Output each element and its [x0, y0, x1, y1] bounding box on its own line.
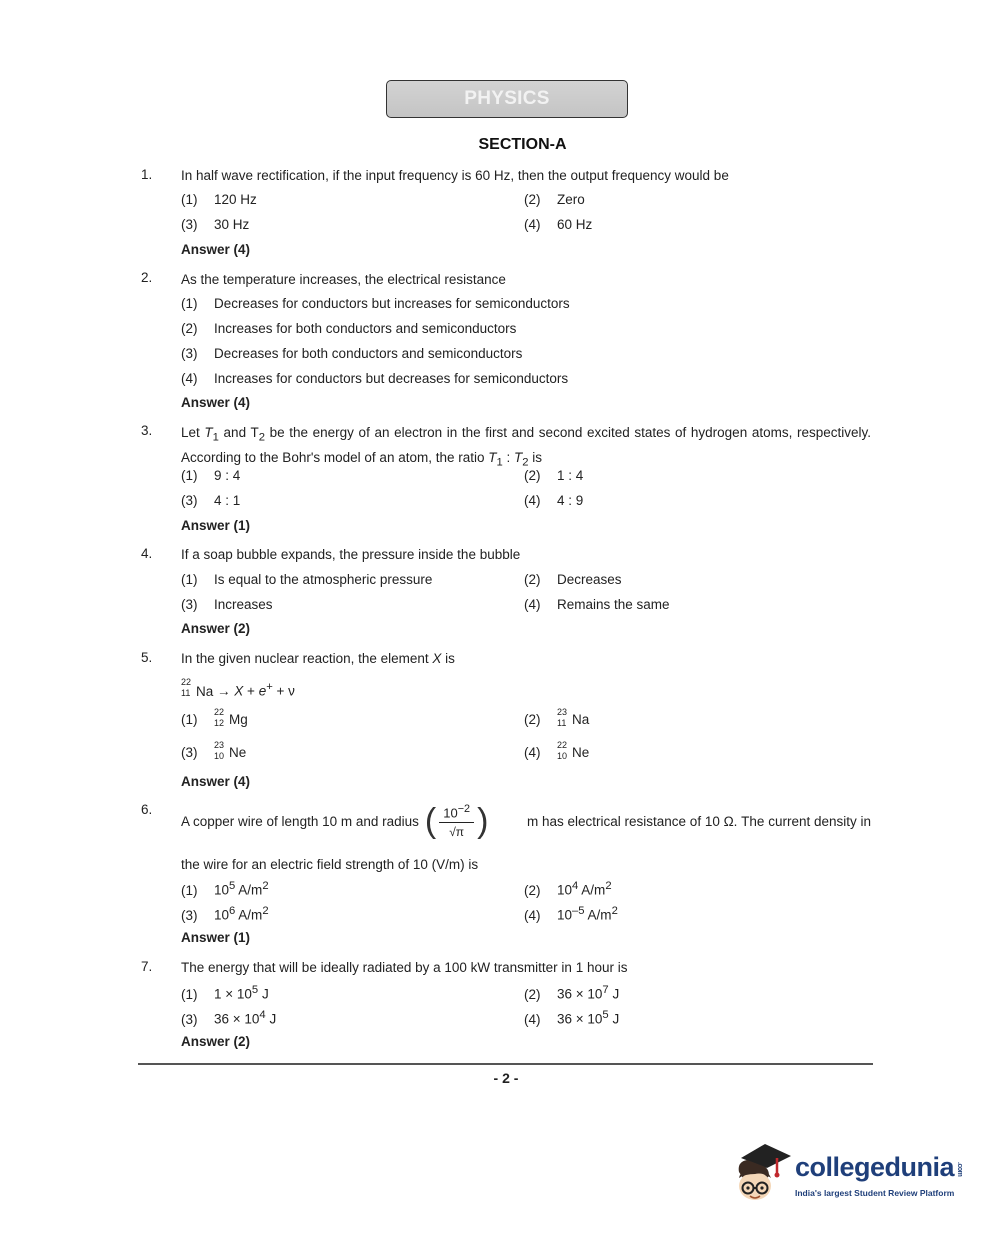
question-number: 3.: [141, 423, 153, 438]
option-number: (2): [524, 882, 541, 898]
option-text: Increases for conductors but decreases for semiconductors: [214, 371, 569, 386]
coefficient: 36 × 10: [557, 986, 603, 1002]
unit: J: [265, 1011, 277, 1027]
answer: Answer (1): [181, 518, 251, 533]
answer: Answer (2): [181, 1034, 251, 1049]
question-text-cont: the wire for an electric field strength of 10 (V/m) is: [181, 857, 479, 872]
answer: Answer (2): [181, 621, 251, 636]
text-run: In the given nuclear reaction, the element: [181, 651, 433, 666]
option: [181, 905, 269, 923]
symbol-nu: ν: [288, 683, 295, 699]
page-number: - 2 -: [493, 1070, 519, 1086]
right-paren: ): [477, 801, 489, 840]
option-number: (4): [181, 371, 198, 386]
option: [524, 740, 590, 761]
exponent: 4: [572, 880, 579, 892]
option-number: (1): [181, 192, 198, 207]
unit: A/m: [578, 882, 606, 898]
option-text: 4 : 9: [557, 493, 584, 508]
symbol-t2: T: [514, 449, 523, 465]
text-run: and T: [218, 425, 259, 440]
unit-exponent: 2: [262, 905, 269, 917]
option-number: (3): [181, 597, 198, 612]
option-number: (2): [524, 468, 541, 483]
option-text: 120 Hz: [214, 192, 257, 207]
unit: J: [608, 1011, 620, 1027]
question-number: 5.: [141, 650, 153, 665]
option-number: (2): [524, 986, 541, 1002]
unit: A/m: [235, 882, 263, 898]
question-text: As the temperature increases, the electrical resistance: [181, 272, 506, 287]
option: [181, 984, 269, 1002]
unit: A/m: [584, 907, 612, 923]
fraction: [439, 800, 474, 842]
subscript: 2: [522, 456, 529, 469]
option: [181, 371, 568, 386]
symbol-e: e: [258, 683, 267, 699]
collegedunia-logo-text: [795, 1152, 963, 1183]
option: [181, 346, 522, 361]
option: [181, 321, 516, 336]
question-number: 4.: [141, 546, 153, 561]
nuclide-na: [181, 676, 214, 701]
atomic-number: 11: [181, 687, 191, 698]
answer: Answer (4): [181, 774, 251, 789]
option-number: (1): [181, 712, 198, 727]
option-text: 30 Hz: [214, 217, 250, 232]
option: [524, 572, 622, 587]
plus: +: [272, 683, 289, 699]
option-text: 9 : 4: [214, 468, 241, 483]
option-number: (1): [181, 572, 198, 587]
base: 10: [214, 882, 230, 898]
option: [524, 707, 590, 728]
option-text: 1 : 4: [557, 468, 584, 483]
atomic-number: 12: [214, 718, 225, 728]
option: [181, 493, 240, 508]
option: [181, 597, 273, 612]
option-number: (3): [181, 907, 198, 923]
option-text: Is equal to the atmospheric pressure: [214, 572, 433, 587]
text-run: is: [528, 449, 543, 465]
unit: A/m: [235, 907, 263, 923]
exponent: 7: [602, 984, 609, 996]
footer-divider: [138, 1063, 873, 1065]
text-run: is: [441, 651, 455, 666]
base: 10: [557, 907, 573, 923]
option: [524, 468, 583, 483]
exponent: 4: [259, 1009, 266, 1021]
option-text: 4 : 1: [214, 493, 241, 508]
option-number: (1): [181, 296, 198, 311]
option: [181, 572, 432, 587]
option-number: (4): [524, 597, 541, 612]
text-run: be the energy of an electron in the first and second excited states of hydrogen atoms, respectively. According to the Bohr's model of an atom, the ratio: [181, 425, 871, 465]
exponent: 5: [602, 1009, 609, 1021]
option: [524, 905, 618, 923]
option-number: (2): [524, 192, 541, 207]
arrow: →: [213, 683, 235, 699]
element-symbol: Ne: [229, 745, 247, 760]
mass-number: 22: [557, 740, 568, 750]
text-run: Let: [181, 425, 205, 440]
coefficient: 1 × 10: [214, 986, 252, 1002]
question-number: 6.: [141, 802, 153, 817]
answer: Answer (4): [181, 395, 251, 410]
option: [524, 880, 612, 898]
option-text: Decreases for conductors but increases for semiconductors: [214, 296, 570, 311]
option-text: 60 Hz: [557, 217, 593, 232]
symbol-t1: T: [488, 449, 497, 465]
option-text: Increases: [214, 597, 273, 612]
atomic-number: 10: [214, 751, 225, 761]
option-number: (2): [181, 321, 198, 336]
exponent: 5: [229, 880, 236, 892]
option-number: (4): [524, 907, 541, 923]
subscript: 1: [212, 431, 219, 444]
unit: J: [608, 986, 620, 1002]
question-number: 1.: [141, 167, 153, 182]
base: 10: [557, 882, 573, 898]
option-number: (1): [181, 986, 198, 1002]
logo-word: collegedunia: [795, 1152, 955, 1182]
symbol-x: X: [234, 683, 244, 699]
left-paren: (: [424, 801, 437, 840]
option: [181, 880, 269, 898]
option: [524, 217, 592, 232]
subscript: 2: [258, 431, 265, 444]
logo-domain: .com: [956, 1161, 964, 1177]
option-number: (3): [181, 1011, 198, 1027]
numerator-base: 10: [443, 805, 458, 821]
option-number: (4): [524, 493, 541, 508]
option: [181, 707, 248, 728]
question-text: [181, 423, 871, 472]
nuclide: [214, 740, 247, 761]
option-text: Remains the same: [557, 597, 670, 612]
exponent: 5: [251, 984, 259, 996]
subject-title: PHYSICS: [464, 88, 550, 109]
question-text: If a soap bubble expands, the pressure inside the bubble: [181, 547, 521, 562]
option: [181, 296, 570, 311]
option-text: Zero: [557, 192, 585, 207]
option-text: Decreases for both conductors and semiconductors: [214, 346, 523, 361]
numerator-exponent: −2: [457, 803, 471, 815]
atomic-number: 10: [557, 751, 568, 761]
section-title: SECTION-A: [478, 136, 567, 153]
option-text: Increases for both conductors and semiconductors: [214, 321, 517, 336]
option: [524, 493, 583, 508]
exponent: 6: [229, 905, 236, 917]
answer: Answer (1): [181, 930, 251, 945]
option-number: (3): [181, 493, 198, 508]
coefficient: 36 × 10: [557, 1011, 603, 1027]
question-text: In half wave rectification, if the input frequency is 60 Hz, then the output frequency would be: [181, 168, 729, 183]
option-number: (1): [181, 468, 198, 483]
symbol-x: X: [432, 651, 442, 666]
element-symbol: Na: [572, 712, 590, 727]
option-number: (2): [524, 572, 541, 587]
collegedunia-tagline: India's largest Student Review Platform: [795, 1188, 955, 1198]
fraction-numerator: [439, 800, 474, 823]
option: [181, 740, 247, 761]
subject-box: [386, 80, 628, 118]
text-run: :: [502, 449, 515, 465]
question-text: [181, 800, 871, 842]
unit-exponent: 2: [611, 905, 618, 917]
coefficient: 36 × 10: [214, 1011, 260, 1027]
answer: Answer (4): [181, 242, 251, 257]
nuclide: [557, 740, 590, 761]
nuclide: [557, 707, 590, 728]
option: [181, 468, 240, 483]
unit-exponent: 2: [262, 880, 269, 892]
collegedunia-mascot-icon: [733, 1138, 795, 1208]
symbol-t1: T: [204, 425, 213, 440]
option-number: (3): [181, 745, 198, 760]
superscript: +: [266, 681, 273, 693]
atomic-number: 11: [557, 718, 567, 728]
question-text: [181, 649, 455, 668]
text-run: m has electrical resistance of 10 Ω. The current density in: [527, 813, 871, 829]
option-number: (4): [524, 745, 541, 760]
option-text: Decreases: [557, 572, 622, 587]
option-number: (3): [181, 346, 198, 361]
plus: +: [243, 683, 259, 699]
option-number: (4): [524, 217, 541, 232]
mass-number: 23: [557, 707, 568, 717]
text-run: A copper wire of length 10 m and radius: [181, 813, 419, 829]
unit-exponent: 2: [605, 880, 612, 892]
text-lead: [181, 800, 488, 842]
exponent: –5: [572, 905, 585, 917]
option: [524, 597, 670, 612]
option: [181, 1009, 276, 1027]
element-symbol: Mg: [229, 712, 248, 727]
option: [524, 192, 585, 207]
question-number: 7.: [141, 959, 153, 974]
option: [524, 984, 619, 1002]
mass-number: 22: [214, 707, 225, 717]
option: [181, 217, 249, 232]
option-number: (4): [524, 1011, 541, 1027]
element-symbol: Ne: [572, 745, 590, 760]
option-number: (3): [181, 217, 198, 232]
nuclear-reaction: [181, 678, 295, 701]
element-symbol: Na: [196, 683, 214, 699]
subscript: 1: [496, 456, 503, 469]
unit: J: [258, 986, 269, 1002]
question-number: 2.: [141, 270, 153, 285]
nuclide: [214, 707, 248, 728]
mass-number: 22: [181, 676, 192, 687]
base: 10: [214, 907, 230, 923]
mass-number: 23: [214, 740, 225, 750]
fraction-denominator: √π: [449, 825, 465, 840]
option: [181, 192, 257, 207]
option-number: (2): [524, 712, 541, 727]
question-text: The energy that will be ideally radiated by a 100 kW transmitter in 1 hour is: [181, 960, 628, 975]
option: [524, 1009, 619, 1027]
option-number: (1): [181, 882, 198, 898]
